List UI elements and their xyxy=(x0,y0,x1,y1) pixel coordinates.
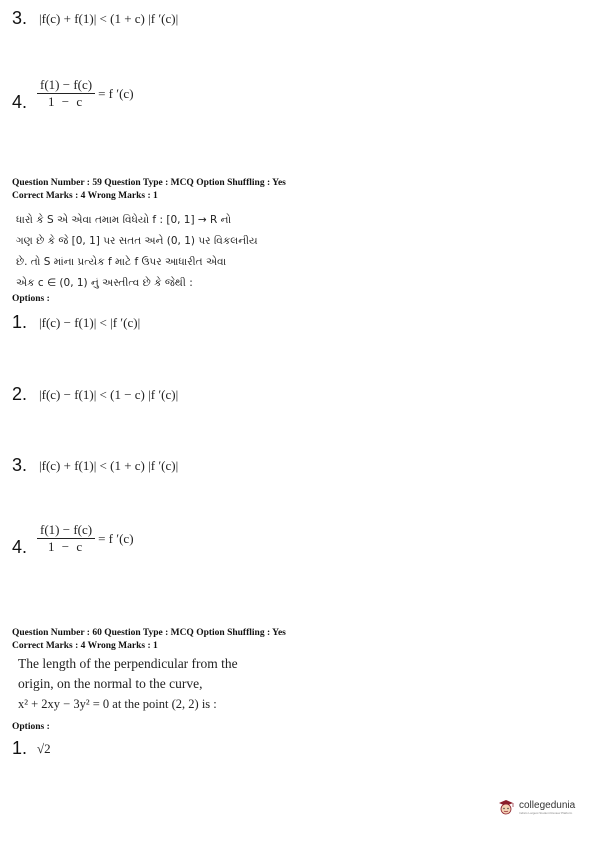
fraction-denominator: 1 − c xyxy=(48,539,85,554)
option-number: 1. xyxy=(12,738,28,758)
q60-question-text xyxy=(18,654,263,714)
q60-header-line1: Question Number : 60 Question Type : MCQ Option Shuffling : Yes xyxy=(12,628,286,638)
option-number: 4. xyxy=(12,537,28,557)
q59-question-text xyxy=(16,210,258,294)
q59-text-line: ધારો કે S એ એવા તમામ વિધેયો f : [0, 1] → R નો xyxy=(16,214,232,226)
option-number: 2. xyxy=(12,384,28,404)
q59-text-line: છે. તો S માંના પ્રત્યેક f માટે f ઉપર આધારીત એવા xyxy=(16,256,227,268)
q59-header-line1: Question Number : 59 Question Type : MCQ Option Shuffling : Yes xyxy=(12,178,286,188)
collegedunia-logo xyxy=(496,797,575,817)
option-expression: |f(c) + f(1)| < (1 + c) |f ′(c)| xyxy=(39,457,179,473)
logo-name: collegedunia xyxy=(519,799,576,811)
prev-option-4 xyxy=(12,78,134,113)
q59-option-4[interactable] xyxy=(12,523,134,558)
option-number: 3. xyxy=(12,8,28,28)
option-expression: |f(c) − f(1)| < |f ′(c)| xyxy=(39,314,141,330)
q59-header xyxy=(12,177,286,203)
graduate-mascot-icon xyxy=(496,797,516,817)
option-number: 4. xyxy=(12,92,28,112)
q60-options-label: Options : xyxy=(12,722,50,732)
q60-text-line: The length of the perpendicular from the xyxy=(18,656,238,671)
q60-option-1[interactable] xyxy=(12,738,51,759)
q59-option-2[interactable] xyxy=(12,384,178,405)
option-expression: |f(c) + f(1)| < (1 + c) |f ′(c)| xyxy=(39,10,179,26)
q59-options-label: Options : xyxy=(12,294,50,304)
fraction-denominator: 1 − c xyxy=(48,94,85,109)
fraction xyxy=(37,78,95,109)
option-number: 1. xyxy=(12,312,28,332)
q60-text-line: origin, on the normal to the curve, xyxy=(18,676,203,691)
fraction-numerator: f(1) − f(c) xyxy=(37,78,95,94)
option-expression: √2 xyxy=(37,740,51,756)
q60-header-line2: Correct Marks : 4 Wrong Marks : 1 xyxy=(12,641,158,651)
option-number: 3. xyxy=(12,455,28,475)
q59-header-line2: Correct Marks : 4 Wrong Marks : 1 xyxy=(12,191,158,201)
fraction xyxy=(37,523,95,554)
fraction-rhs: = f ′(c) xyxy=(98,530,134,546)
q60-header xyxy=(12,627,286,653)
q60-text-line: x² + 2xy − 3y² = 0 at the point (2, 2) is : xyxy=(18,697,217,711)
q59-text-line: એક c ∈ (0, 1) નું અસ્તીત્વ છે કે જેથી : xyxy=(16,277,193,289)
q59-option-1[interactable] xyxy=(12,312,140,333)
logo-tagline: India's Largest Student Review Platform xyxy=(519,810,573,815)
fraction-numerator: f(1) − f(c) xyxy=(37,523,95,539)
q59-text-line: ગણ છે કે જે [0, 1] પર સતત અને (0, 1) પર વિકલનીય xyxy=(16,235,258,247)
option-expression: |f(c) − f(1)| < (1 − c) |f ′(c)| xyxy=(39,386,179,402)
fraction-rhs: = f ′(c) xyxy=(98,85,134,101)
prev-option-3 xyxy=(12,8,178,29)
q59-option-3[interactable] xyxy=(12,455,178,476)
